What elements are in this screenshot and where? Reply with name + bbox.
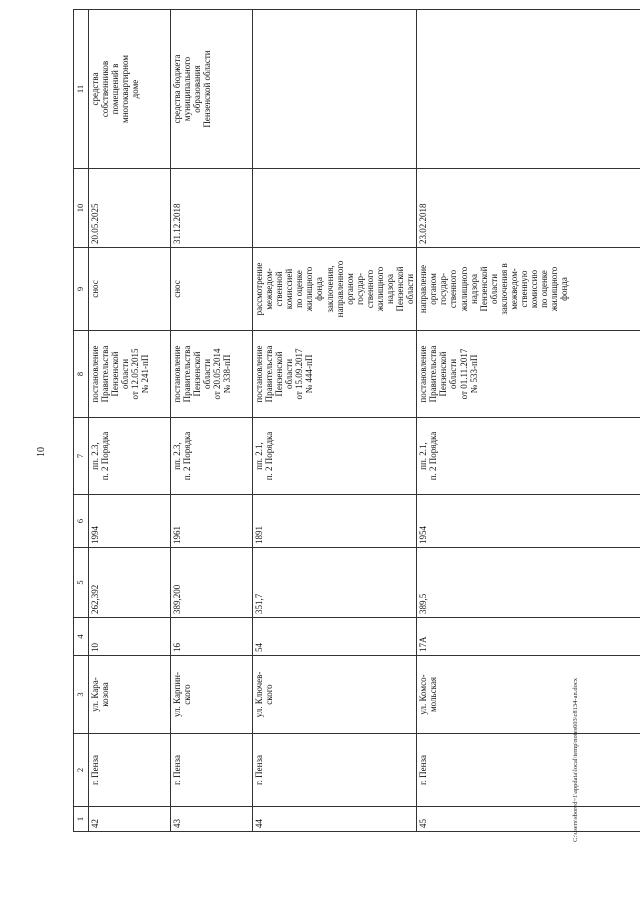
street-cell: ул. Кара- козова	[89, 656, 171, 734]
table-row	[89, 10, 171, 832]
date-cell: 31.12.2018	[171, 169, 253, 248]
city-cell: г. Пенза	[417, 734, 640, 807]
file-path-footer: C:\users\sbored~1\appdata\local\temp\notes603\c8134-an.docx	[572, 678, 579, 842]
city-cell: г. Пенза	[253, 734, 417, 807]
basis-cell: пп. 2.1, п. 2 Порядка	[417, 418, 640, 495]
page-number: 10	[36, 447, 47, 457]
row-number: 45	[417, 807, 640, 832]
document-cell: постановление Правительства Пензенской области от 01.11.2017 № 533-пП	[417, 331, 640, 418]
area-cell: 389,5	[417, 548, 640, 618]
basis-cell: пп. 2.1, п. 2 Порядка	[253, 418, 417, 495]
column-number: 10	[74, 169, 89, 248]
date-cell: 20.05.2025	[89, 169, 171, 248]
rotated-table-wrapper	[73, 30, 575, 832]
funding-source-cell	[417, 10, 640, 169]
column-number: 8	[74, 331, 89, 418]
house-cell: 16	[171, 618, 253, 656]
date-cell	[253, 169, 417, 248]
funding-source-cell: средства собственников помещений в многоквартирном доме	[89, 10, 171, 169]
funding-source-cell	[253, 10, 417, 169]
column-number: 9	[74, 248, 89, 331]
table-row	[417, 10, 640, 832]
document-cell: постановление Правительства Пензенской области от 12.05.2015 № 241-пП	[89, 331, 171, 418]
street-cell: ул. Карпин- ского	[171, 656, 253, 734]
table-row	[253, 10, 417, 832]
column-number: 5	[74, 548, 89, 618]
basis-cell: пп. 2.3, п. 2 Порядка	[89, 418, 171, 495]
row-number: 42	[89, 807, 171, 832]
document-cell: постановление Правительства Пензенской области от 15.09.2017 № 444-пП	[253, 331, 417, 418]
row-number: 43	[171, 807, 253, 832]
column-number: 6	[74, 495, 89, 548]
action-cell: направление органом государ- ственного жилищного надзора Пензенской области заключения в межведом- ственную комиссию по оценке жилищного фонда	[417, 248, 640, 331]
area-cell: 389,200	[171, 548, 253, 618]
action-cell: снос	[89, 248, 171, 331]
basis-cell: пп. 2.3, п. 2 Порядка	[171, 418, 253, 495]
housing-table	[73, 9, 640, 832]
year-cell: 1954	[417, 495, 640, 548]
year-cell: 1994	[89, 495, 171, 548]
street-cell: ул. Комсо- мольская	[417, 656, 640, 734]
column-number: 7	[74, 418, 89, 495]
column-number: 1	[74, 807, 89, 832]
date-cell: 23.02.2018	[417, 169, 640, 248]
house-cell: 17А	[417, 618, 640, 656]
year-cell: 1891	[253, 495, 417, 548]
action-cell: рассмотрение межведом- ственной комиссией по оценке жилищного фонда заключения, направленного органом государ- ственного жилищного надзора Пензенской области	[253, 248, 417, 331]
row-number: 44	[253, 807, 417, 832]
city-cell: г. Пенза	[89, 734, 171, 807]
header-row	[74, 10, 89, 832]
column-number: 4	[74, 618, 89, 656]
area-cell: 262,392	[89, 548, 171, 618]
column-number: 3	[74, 656, 89, 734]
area-cell: 351,7	[253, 548, 417, 618]
street-cell: ул. Ключев- ского	[253, 656, 417, 734]
house-cell: 10	[89, 618, 171, 656]
column-number: 11	[74, 10, 89, 169]
table-row	[171, 10, 253, 832]
action-cell: снос	[171, 248, 253, 331]
document-cell: постановление Правительства Пензенской области от 20.05.2014 № 338-пП	[171, 331, 253, 418]
city-cell: г. Пенза	[171, 734, 253, 807]
funding-source-cell: средства бюджета муниципального образования Пензенской области	[171, 10, 253, 169]
column-number: 2	[74, 734, 89, 807]
house-cell: 54	[253, 618, 417, 656]
year-cell: 1961	[171, 495, 253, 548]
